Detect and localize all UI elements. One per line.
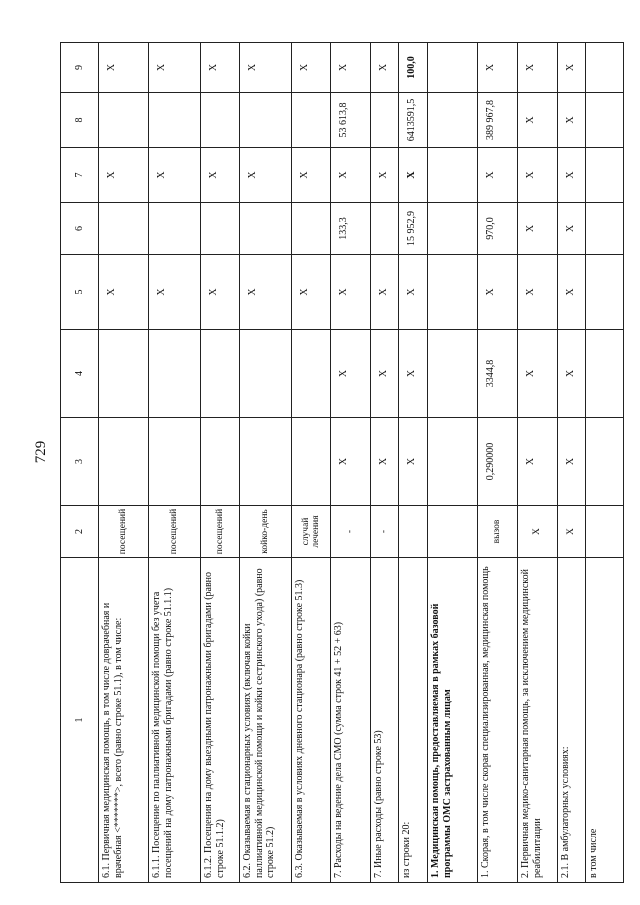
row-label-cell: 1. Медицинская помощь, предоставляемая в рамках базовой программы ОМС застрахованным лицам	[428, 558, 478, 883]
value-cell	[149, 330, 201, 418]
value-cell: X	[149, 148, 201, 203]
value-cell: 3344,8	[478, 330, 518, 418]
value-cell: X	[558, 93, 586, 148]
value-cell: X	[558, 418, 586, 506]
value-cell	[292, 93, 331, 148]
value-cell: X	[518, 418, 558, 506]
value-cell: койко-день	[240, 506, 292, 558]
value-cell: X	[558, 203, 586, 255]
value-cell	[240, 330, 292, 418]
value-cell: X	[292, 43, 331, 93]
value-cell: X	[478, 255, 518, 330]
value-cell	[586, 203, 624, 255]
value-cell	[586, 418, 624, 506]
value-cell	[240, 418, 292, 506]
value-cell	[428, 330, 478, 418]
value-cell: посещений	[149, 506, 201, 558]
row-label-cell: 6.1. Первичная медицинская помощь, в том числе доврачебная и врачебная <*******>, всего (равно строке 51.1), в том числе:	[99, 558, 149, 883]
value-cell	[586, 93, 624, 148]
header-cell: 7	[61, 148, 99, 203]
row-label-cell: 6.1.1. Посещение по паллиативной медицинской помощи без учета посещений на дому патронажными бригадами (равно строке 51.1.1)	[149, 558, 201, 883]
value-cell: X	[292, 148, 331, 203]
value-cell: X	[558, 506, 586, 558]
value-cell: X	[371, 255, 399, 330]
value-cell: X	[371, 330, 399, 418]
table-row	[478, 43, 518, 883]
value-cell: 53 613,8	[331, 93, 371, 148]
row-label-cell: 1. Скорая, в том числе скорая специализированная, медицинская помощь	[478, 558, 518, 883]
value-cell: X	[99, 43, 149, 93]
header-cell: 8	[61, 93, 99, 148]
data-table	[60, 42, 624, 883]
value-cell: X	[518, 203, 558, 255]
value-cell: X	[399, 418, 428, 506]
value-cell: X	[149, 255, 201, 330]
value-cell: X	[201, 43, 240, 93]
table-row	[399, 43, 428, 883]
table-row	[518, 43, 558, 883]
row-label-cell: 6.3. Оказываемая в условиях дневного стационара (равно строке 51.3)	[292, 558, 331, 883]
value-cell	[99, 330, 149, 418]
value-cell: X	[399, 330, 428, 418]
value-cell	[428, 203, 478, 255]
value-cell: посещений	[99, 506, 149, 558]
value-cell: X	[558, 255, 586, 330]
value-cell: -	[371, 506, 399, 558]
value-cell: 970,0	[478, 203, 518, 255]
row-label-cell: 7. Расходы на ведение дела СМО (сумма строк 41 + 52 + 63)	[331, 558, 371, 883]
value-cell: X	[331, 255, 371, 330]
table-row	[99, 43, 149, 883]
value-cell: X	[201, 148, 240, 203]
table-row	[292, 43, 331, 883]
value-cell: X	[240, 255, 292, 330]
value-cell: -	[331, 506, 371, 558]
value-cell	[371, 93, 399, 148]
value-cell	[428, 148, 478, 203]
value-cell: посещений	[201, 506, 240, 558]
value-cell	[99, 203, 149, 255]
value-cell: X	[371, 418, 399, 506]
table-row	[558, 43, 586, 883]
rotated-table-container	[60, 43, 599, 883]
row-label-cell: в том числе	[586, 558, 624, 883]
table-row	[586, 43, 624, 883]
value-cell	[428, 43, 478, 93]
table-header-row	[61, 43, 99, 883]
value-cell: случай лечения	[292, 506, 331, 558]
value-cell: X	[518, 506, 558, 558]
value-cell: X	[478, 43, 518, 93]
value-cell: 100,0	[399, 43, 428, 93]
value-cell	[99, 93, 149, 148]
value-cell: X	[331, 148, 371, 203]
table-row	[371, 43, 399, 883]
value-cell	[201, 330, 240, 418]
page-number: 729	[33, 440, 49, 464]
value-cell	[586, 148, 624, 203]
table-row	[201, 43, 240, 883]
header-cell: 2	[61, 506, 99, 558]
row-label-cell: 7. Иные расходы (равно строке 53)	[371, 558, 399, 883]
value-cell	[240, 93, 292, 148]
value-cell: X	[399, 255, 428, 330]
value-cell: X	[399, 148, 428, 203]
value-cell	[292, 330, 331, 418]
value-cell: 6413591,5	[399, 93, 428, 148]
value-cell: 0,290000	[478, 418, 518, 506]
value-cell	[399, 506, 428, 558]
value-cell: 15 952,9	[399, 203, 428, 255]
table-row	[149, 43, 201, 883]
value-cell: вызов	[478, 506, 518, 558]
value-cell	[428, 255, 478, 330]
value-cell: X	[240, 148, 292, 203]
value-cell	[149, 93, 201, 148]
value-cell: X	[558, 330, 586, 418]
value-cell: X	[331, 43, 371, 93]
value-cell	[586, 506, 624, 558]
value-cell: X	[518, 330, 558, 418]
value-cell	[201, 203, 240, 255]
value-cell: X	[292, 255, 331, 330]
table-row	[240, 43, 292, 883]
value-cell	[586, 255, 624, 330]
value-cell: X	[99, 255, 149, 330]
value-cell: 389 967,8	[478, 93, 518, 148]
value-cell: X	[149, 43, 201, 93]
value-cell	[149, 203, 201, 255]
value-cell	[201, 418, 240, 506]
row-label-cell: 2. Первичная медико-санитарная помощь, за исключением медицинской реабилитации	[518, 558, 558, 883]
header-cell: 4	[61, 330, 99, 418]
value-cell	[371, 203, 399, 255]
table-row	[331, 43, 371, 883]
value-cell	[428, 93, 478, 148]
value-cell: X	[518, 148, 558, 203]
value-cell: X	[558, 148, 586, 203]
row-label-cell: 6.2. Оказываемая в стационарных условиях (включая койки паллиативной медицинской помощи и койки сестринского ухода) (равно строке 51.2)	[240, 558, 292, 883]
value-cell	[292, 203, 331, 255]
row-label-cell: 2.1. В амбулаторных условиях:	[558, 558, 586, 883]
value-cell	[292, 418, 331, 506]
table-row	[428, 43, 478, 883]
value-cell: X	[518, 43, 558, 93]
value-cell: X	[518, 255, 558, 330]
value-cell	[149, 418, 201, 506]
value-cell: X	[478, 148, 518, 203]
value-cell	[428, 506, 478, 558]
value-cell: X	[331, 418, 371, 506]
value-cell: X	[240, 43, 292, 93]
value-cell	[428, 418, 478, 506]
value-cell: X	[331, 330, 371, 418]
row-label-cell: 6.1.2. Посещения на дому выездными патронажными бригадами (равно строке 51.1.2)	[201, 558, 240, 883]
value-cell	[586, 330, 624, 418]
value-cell: 133,3	[331, 203, 371, 255]
value-cell: X	[371, 148, 399, 203]
header-cell: 3	[61, 418, 99, 506]
header-cell: 9	[61, 43, 99, 93]
value-cell: X	[371, 43, 399, 93]
value-cell: X	[99, 148, 149, 203]
header-cell: 1	[61, 558, 99, 883]
value-cell	[586, 43, 624, 93]
header-cell: 6	[61, 203, 99, 255]
header-cell: 5	[61, 255, 99, 330]
value-cell: X	[518, 93, 558, 148]
value-cell	[201, 93, 240, 148]
value-cell: X	[558, 43, 586, 93]
row-label-cell: из строки 20:	[399, 558, 428, 883]
value-cell: X	[201, 255, 240, 330]
value-cell	[240, 203, 292, 255]
value-cell	[99, 418, 149, 506]
